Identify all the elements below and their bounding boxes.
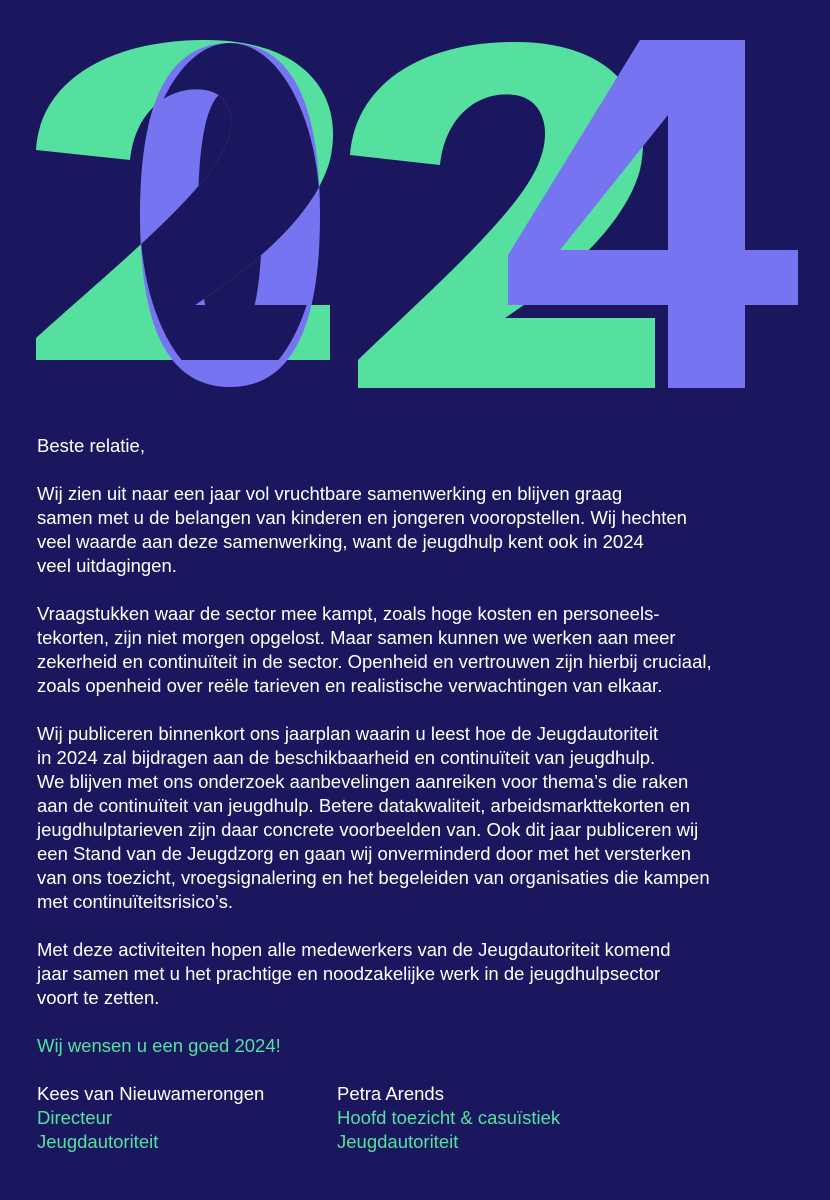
signature-organization: Jeugdautoriteit: [37, 1131, 159, 1152]
signature-name: Petra Arends: [337, 1083, 444, 1104]
signature-director: [37, 1082, 337, 1154]
paragraph-3: [37, 722, 807, 914]
letter-body: [37, 434, 807, 1154]
new-year-wish: Wij wensen u een goed 2024!: [37, 1035, 281, 1056]
year-2024-graphic: [0, 0, 830, 400]
paragraph-line: We blijven met ons onderzoek aanbevelingen aanreiken voor thema’s die raken: [37, 771, 689, 792]
paragraph-line: in 2024 zal bijdragen aan de beschikbaarheid en continuïteit van jeugdhulp.: [37, 747, 656, 768]
paragraph-line: Wij zien uit naar een jaar vol vruchtbare samenwerking en blijven graag: [37, 483, 623, 504]
signature-organization: Jeugdautoriteit: [337, 1131, 459, 1152]
paragraph-line: met continuïteitsrisico’s.: [37, 891, 234, 912]
paragraph-1: [37, 482, 807, 578]
paragraph-line: zekerheid en continuïteit in de sector. Openheid en vertrouwen zijn hierbij cruciaal,: [37, 651, 712, 672]
paragraph-line: zoals openheid over reële tarieven en realistische verwachtingen van elkaar.: [37, 675, 663, 696]
signatures: [37, 1082, 807, 1154]
paragraph-line: Met deze activiteiten hopen alle medewerkers van de Jeugdautoriteit komend: [37, 939, 671, 960]
paragraph-line: van ons toezicht, vroegsignalering en het begeleiden van organisaties die kampen: [37, 867, 710, 888]
signature-role: Hoofd toezicht & casuïstiek: [337, 1107, 561, 1128]
signature-head-supervision: [337, 1082, 560, 1154]
paragraph-2: [37, 602, 807, 698]
paragraph-line: veel uitdagingen.: [37, 555, 177, 576]
paragraph-line: een Stand van de Jeugdzorg en gaan wij onverminderd door met het versterken: [37, 843, 692, 864]
paragraph-line: veel waarde aan deze samenwerking, want de jeugdhulp kent ook in 2024: [37, 531, 644, 552]
paragraph-line: jeugdhulptarieven zijn daar concrete voorbeelden van. Ook dit jaar publiceren wij: [37, 819, 699, 840]
paragraph-line: aan de continuïteit van jeugdhulp. Betere datakwaliteit, arbeidsmarkttekorten en: [37, 795, 691, 816]
greeting: Beste relatie,: [37, 435, 145, 456]
paragraph-line: samen met u de belangen van kinderen en jongeren vooropstellen. Wij hechten: [37, 507, 687, 528]
paragraph-line: voort te zetten.: [37, 987, 160, 1008]
paragraph-line: Vraagstukken waar de sector mee kampt, zoals hoge kosten en personeels-: [37, 603, 660, 624]
paragraph-line: Wij publiceren binnenkort ons jaarplan waarin u leest hoe de Jeugdautoriteit: [37, 723, 659, 744]
signature-name: Kees van Nieuwamerongen: [37, 1083, 265, 1104]
paragraph-line: jaar samen met u het prachtige en noodzakelijke werk in de jeugdhulpsector: [37, 963, 661, 984]
paragraph-4: [37, 938, 807, 1010]
signature-role: Directeur: [37, 1107, 113, 1128]
paragraph-line: tekorten, zijn niet morgen opgelost. Maar samen kunnen we werken aan meer: [37, 627, 676, 648]
